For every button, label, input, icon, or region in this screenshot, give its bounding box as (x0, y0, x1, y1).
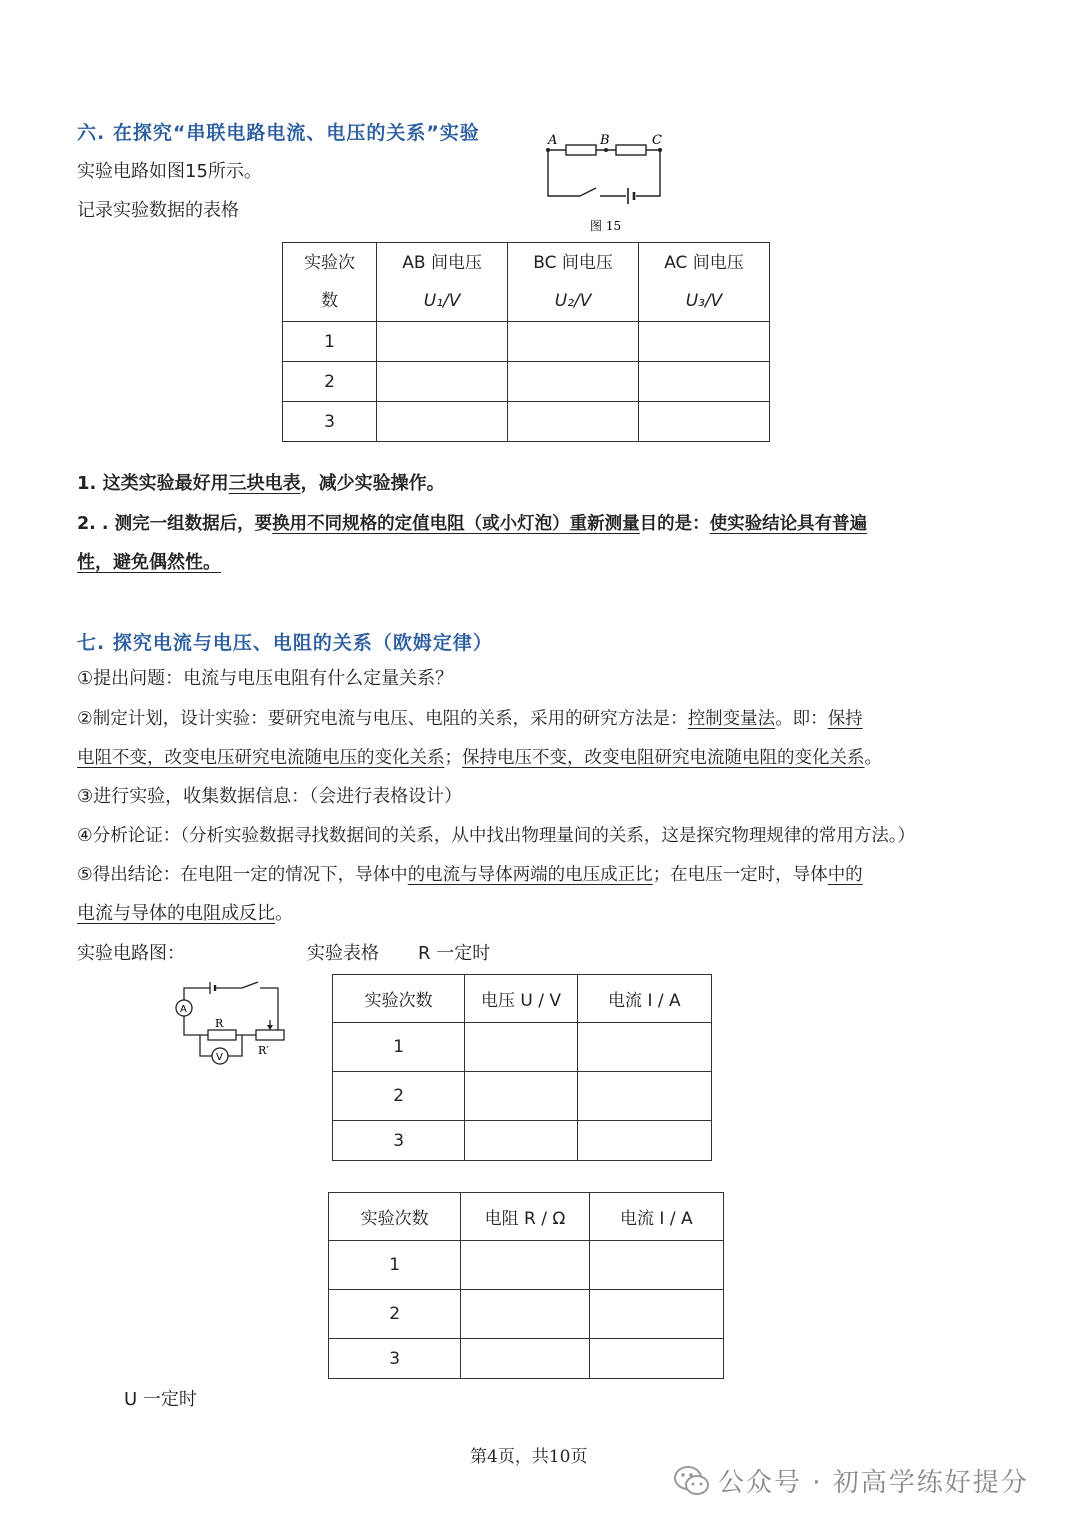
table-row: 3 (329, 1339, 724, 1379)
step-2-line2: 电阻不变，改变电压研究电流随电压的变化关系；保持电压不变，改变电阻研究电流随电阻的变化关系。 (77, 748, 882, 768)
table-row: 1 (329, 1241, 724, 1290)
table-row: 2 (329, 1290, 724, 1339)
header-ac: AC 间电压 U₃/V (639, 243, 770, 322)
section-6-title: 六. 在探究“串联电路电流、电压的关系”实验 (77, 122, 480, 144)
note-1: 1. 这类实验最好用三块电表，减少实验操作。 (77, 473, 445, 494)
table-row: 2 (333, 1072, 712, 1121)
table-series-voltage (282, 242, 770, 442)
fig-label-a: A (548, 133, 558, 148)
table-u-constant (328, 1192, 724, 1379)
watermark (672, 1462, 1029, 1499)
table-row: 1 (283, 322, 770, 362)
table-row: 3 (283, 402, 770, 442)
step-1: ①提出问题：电流与电压电阻有什么定量关系？ (77, 668, 454, 689)
header-trial: 实验次 数 (283, 243, 377, 322)
table-r-constant (332, 974, 712, 1161)
section-6-line1: 实验电路如图15所示。 (77, 161, 262, 182)
ohms-law-circuit (170, 980, 290, 1072)
fig-label-b: B (600, 133, 610, 148)
header-ab: AB 间电压 U₁/V (377, 243, 508, 322)
header-bc: BC 间电压 U₂/V (508, 243, 639, 322)
circuit-figure-15 (540, 128, 670, 236)
resistor-label: R (215, 1017, 224, 1030)
section-6-line2: 记录实验数据的表格 (77, 200, 239, 221)
fig-label-c: C (652, 133, 662, 148)
table-header-row (283, 243, 770, 322)
fig-caption: 图 15 (590, 219, 622, 233)
note-2-line1: 2. . 测完一组数据后，要换用不同规格的定值电阻（或小灯泡）重新测量目的是：使实验结论具有普遍 (77, 514, 868, 534)
circuit-label: 实验电路图： (77, 943, 185, 964)
step-2-line1: ②制定计划，设计实验：要研究电流与电压、电阻的关系，采用的研究方法是：控制变量法。即：保持 (77, 709, 863, 729)
table-row: 3 (333, 1121, 712, 1161)
page-number: 第4页，共10页 (470, 1447, 588, 1467)
r-constant-label: R 一定时 (418, 943, 491, 964)
step-3: ③进行实验，收集数据信息：（会进行表格设计） (77, 786, 463, 807)
table-row: 2 (283, 362, 770, 402)
table-label: 实验表格 (307, 943, 379, 964)
watermark-text: 公众号 · 初高学练好提分 (718, 1468, 1029, 1498)
voltmeter-label: V (216, 1052, 223, 1063)
step-5-line1: ⑤得出结论：在电阻一定的情况下，导体中的电流与导体两端的电压成正比；在电压一定时，导体中的 (77, 865, 863, 885)
u-constant-label: U 一定时 (124, 1389, 197, 1410)
section-7-title: 七. 探究电流与电压、电阻的关系（欧姆定律） (77, 632, 493, 654)
step-4: ④分析论证：（分析实验数据寻找数据间的关系，从中找出物理量间的关系，这是探究物理规律的常用方法。） (77, 826, 916, 846)
wechat-icon (672, 1464, 712, 1498)
note-2-line2: 性，避免偶然性。 (77, 552, 221, 573)
table-row: 1 (333, 1023, 712, 1072)
step-5-line2: 电流与导体的电阻成反比。 (77, 903, 293, 924)
table-header-row: 实验次数 电阻 R / Ω 电流 I / A (329, 1193, 724, 1241)
ammeter-label: A (180, 1004, 187, 1015)
rheostat-label: R′ (258, 1044, 269, 1057)
table-header-row: 实验次数 电压 U / V 电流 I / A (333, 975, 712, 1023)
